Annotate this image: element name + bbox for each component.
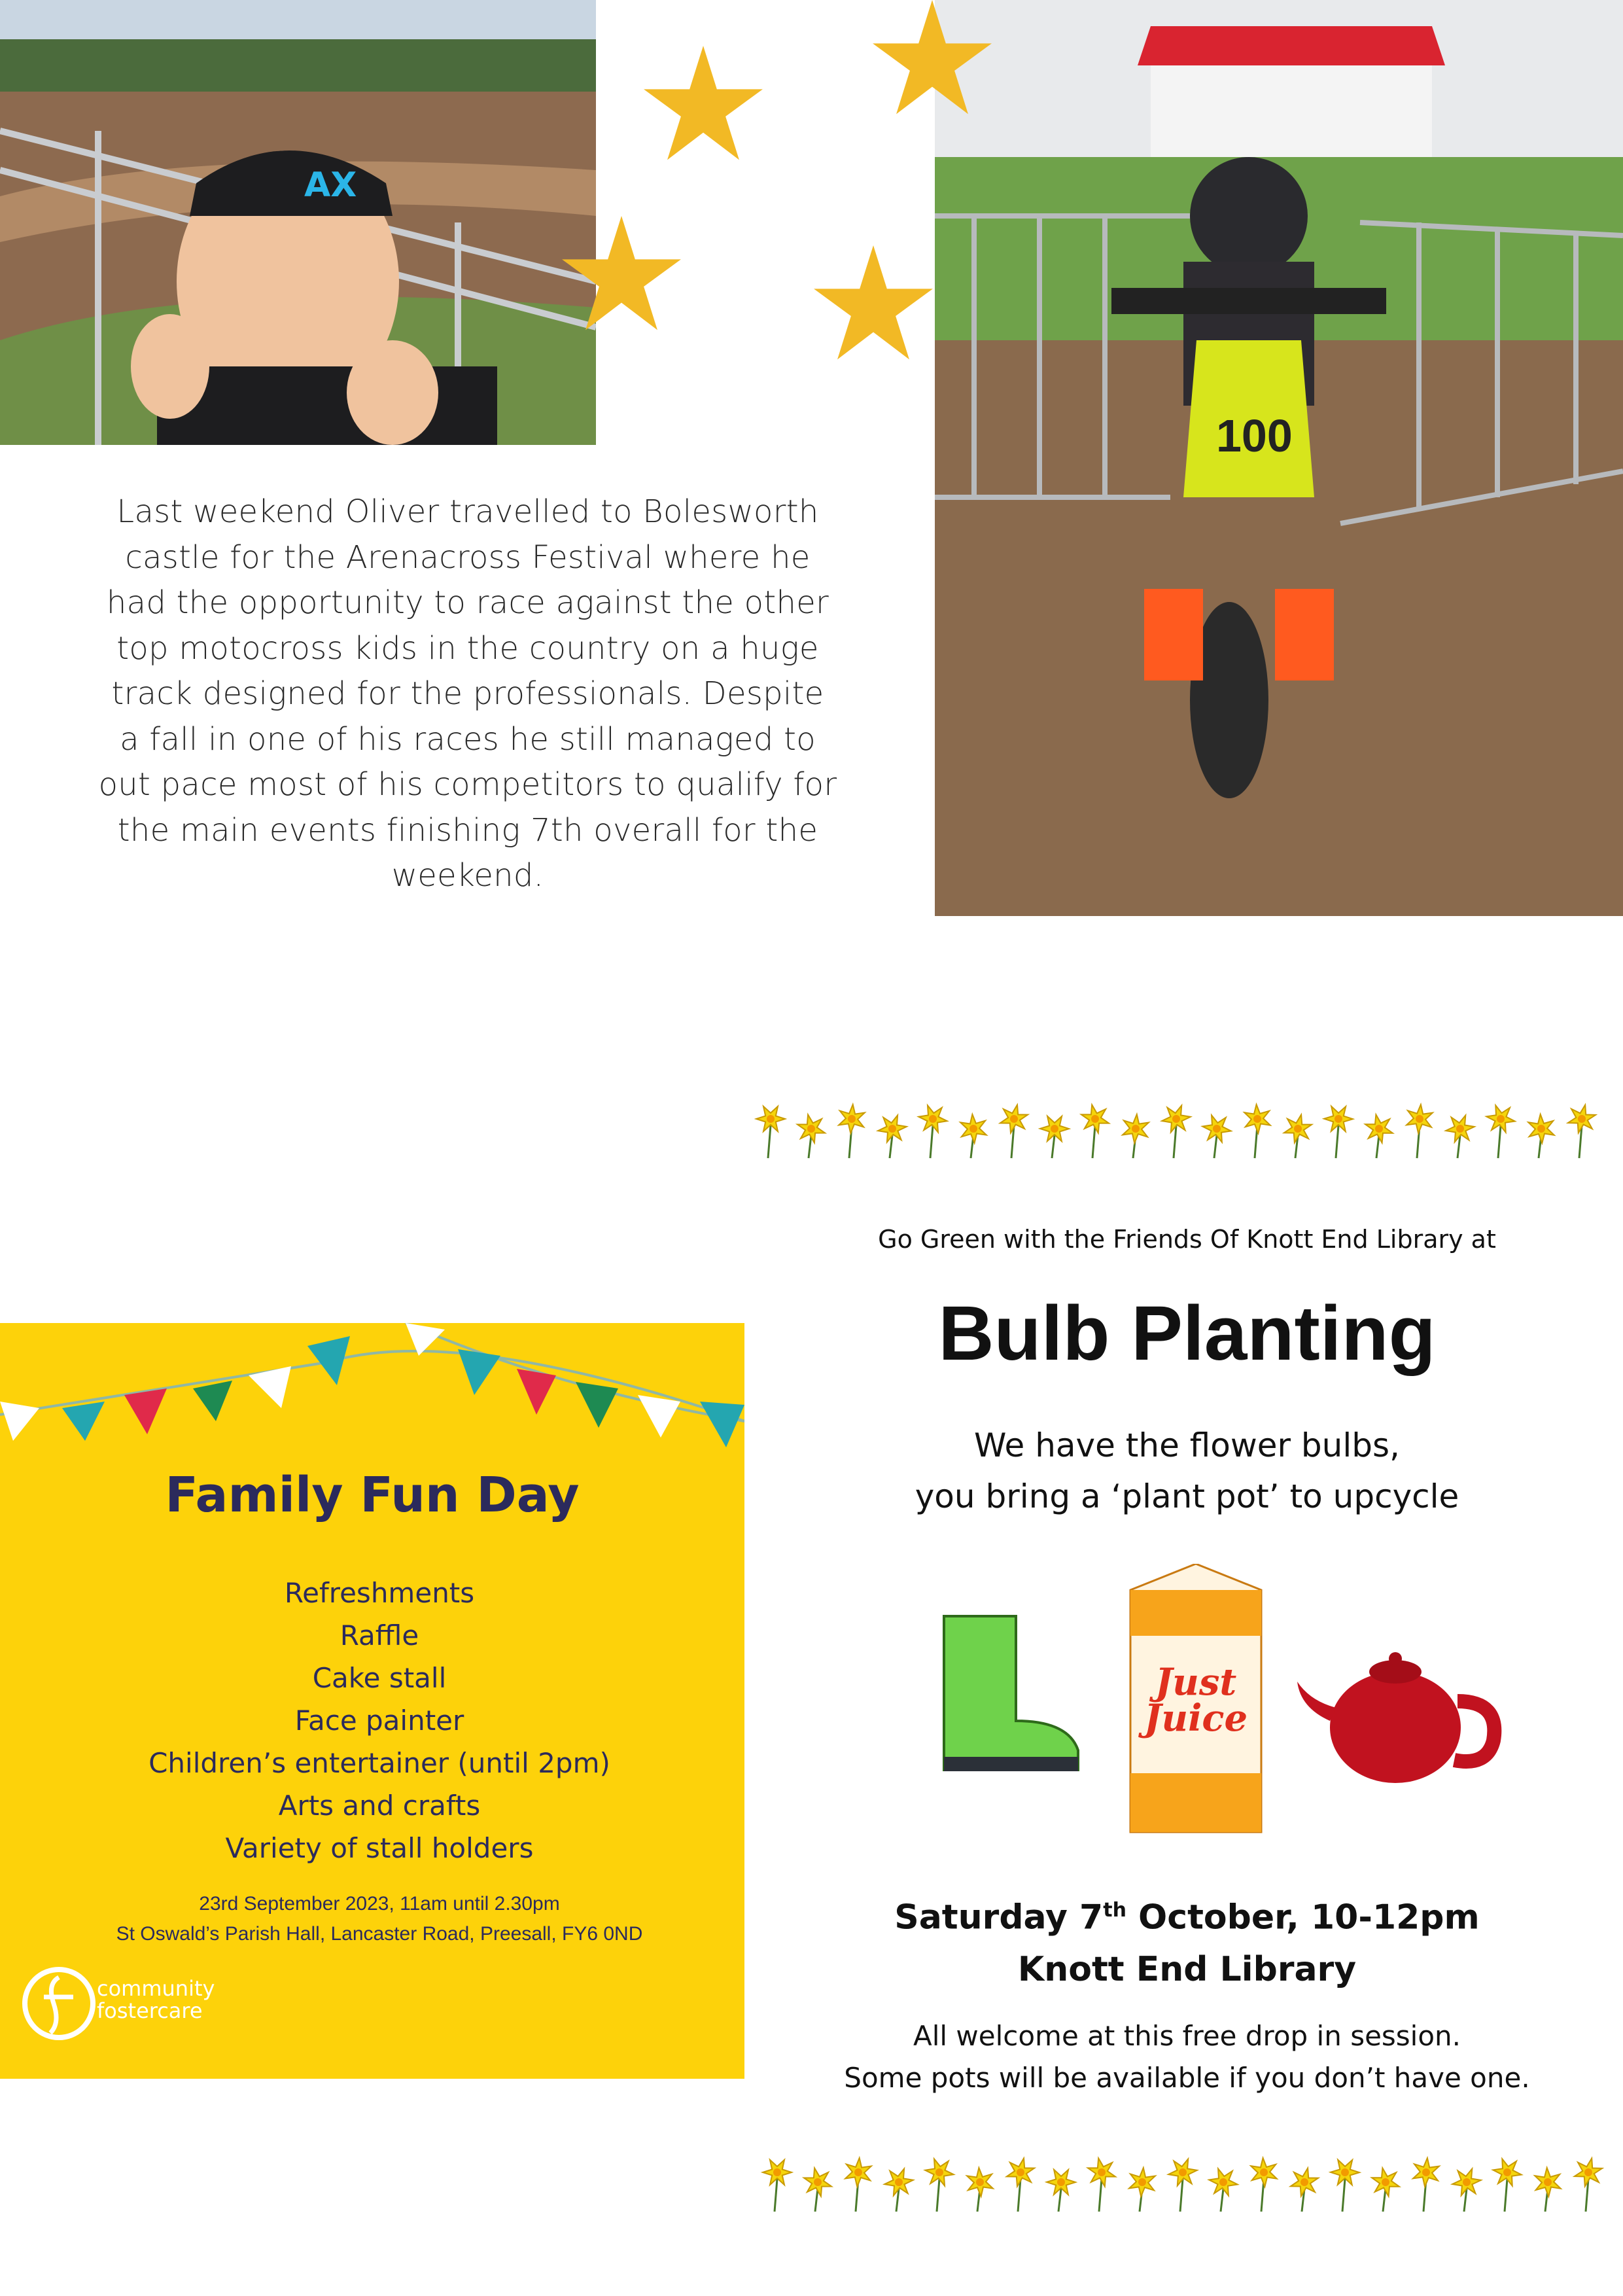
bulb-planting-poster: [751, 1073, 1623, 2238]
fun-day-items: [0, 1572, 744, 1869]
bulb-date-post: October, 10-12pm: [1126, 1898, 1480, 1937]
daffodil-center: [848, 1115, 856, 1123]
daffodil-stem: [1336, 1125, 1338, 1158]
daffodil-stem: [1052, 1135, 1055, 1158]
red-teapot-image: [1291, 1636, 1507, 1799]
daffodil-center: [1091, 1115, 1099, 1123]
daffodil-center: [1335, 1115, 1342, 1123]
daffodil-center: [1057, 2178, 1065, 2186]
daffodil-stem: [930, 1125, 933, 1158]
daffodil-stem: [1058, 2189, 1061, 2212]
fun-day-item: Face painter: [294, 1704, 464, 1737]
daffodil-center: [854, 2168, 862, 2176]
green-welly-boot-image: [918, 1610, 1088, 1780]
photo-kid-on-bike: [935, 0, 1623, 916]
daffodil-center: [767, 1115, 775, 1123]
fun-day-item: Refreshments: [284, 1577, 475, 1609]
daffodil-stem: [775, 2179, 777, 2212]
daffodil-stem: [1376, 1135, 1379, 1158]
bulb-note: [751, 2015, 1623, 2099]
bunting-decoration: [0, 1323, 744, 1467]
bulb-subtitle: [751, 1420, 1623, 1522]
bulb-date: [751, 1884, 1623, 1943]
daffodil-stem: [937, 2179, 939, 2212]
daffodil-center: [1253, 1115, 1261, 1123]
daffodil-center: [1341, 2168, 1349, 2176]
fun-day-item: Arts and crafts: [278, 1790, 481, 1822]
bulb-date-pre: Saturday 7: [894, 1898, 1104, 1937]
photo-kid-thumbs-up: [0, 0, 596, 445]
daffodil-center: [1017, 2168, 1024, 2176]
bulb-note-line2: Some pots will be available if you don’t have one.: [844, 2062, 1530, 2094]
fun-day-item: Raffle: [340, 1619, 419, 1651]
fun-day-item: Children’s entertainer (until 2pm): [148, 1747, 610, 1779]
daffodil-border-top: [751, 1093, 1623, 1165]
bulb-note-line1: All welcome at this free drop in session.: [913, 2020, 1461, 2052]
daffodil-center: [1179, 2168, 1187, 2176]
star-icon: [559, 216, 684, 334]
daffodil-stem: [1342, 2179, 1345, 2212]
fun-day-item: Variety of stall holders: [225, 1832, 534, 1864]
juice-label-1: Just: [1155, 1661, 1237, 1704]
daffodil-center: [1416, 1115, 1423, 1123]
bulb-subtitle-line1: We have the flower bulbs,: [974, 1426, 1400, 1464]
daffodil-center: [1219, 2178, 1227, 2186]
daffodil-center: [1051, 1125, 1058, 1133]
daffodil-center: [1138, 2178, 1146, 2186]
bulb-intro: Go Green with the Friends Of Knott End Library at: [878, 1225, 1496, 1254]
daffodil-center: [807, 1125, 815, 1133]
daffodil-center: [1010, 1115, 1018, 1123]
cap-logo: AX: [304, 166, 357, 205]
daffodil-center: [1172, 1115, 1180, 1123]
daffodil-center: [1132, 1125, 1140, 1133]
bulb-location: Knott End Library: [1017, 1950, 1357, 1990]
daffodil-center: [929, 1115, 937, 1123]
daffodil-center: [1584, 2168, 1592, 2176]
fun-day-item: Cake stall: [312, 1662, 447, 1694]
daffodil-center: [895, 2178, 903, 2186]
daffodil-center: [1578, 1115, 1586, 1123]
bulb-date-sup: th: [1103, 1899, 1126, 1922]
logo-line1: community: [97, 1976, 215, 2001]
daffodil-center: [814, 2178, 822, 2186]
daffodil-stem: [1092, 1125, 1095, 1158]
daffodil-center: [1544, 2178, 1552, 2186]
daffodil-center: [1375, 1125, 1383, 1133]
daffodil-stem: [1498, 1125, 1501, 1158]
daffodil-center: [969, 1125, 977, 1133]
daffodil-center: [1463, 2178, 1471, 2186]
daffodil-center: [1456, 1125, 1464, 1133]
daffodil-stem: [1505, 2179, 1507, 2212]
daffodil-center: [1503, 2168, 1511, 2176]
daffodil-center: [773, 2168, 781, 2176]
star-icon: [870, 0, 994, 118]
fun-day-details: [0, 1889, 744, 1949]
daffodil-stem: [768, 1125, 771, 1158]
daffodil-center: [1422, 2168, 1430, 2176]
juice-label-2: Juice: [1143, 1697, 1248, 1740]
daffodil-center: [1213, 1125, 1221, 1133]
daffodil-stem: [1099, 2179, 1102, 2212]
daffodil-center: [1300, 2178, 1308, 2186]
family-fun-day-poster: [0, 1323, 744, 2079]
daffodil-center: [1382, 2178, 1389, 2186]
daffodil-center: [1098, 2168, 1106, 2176]
daffodil-stem: [809, 1135, 811, 1158]
daffodil-border-bottom: [751, 2146, 1623, 2218]
bulb-when: [751, 1884, 1623, 1996]
juice-carton-image: [1124, 1564, 1268, 1839]
star-icon: [811, 245, 935, 363]
bike-number: 100: [1216, 410, 1293, 461]
daffodil-center: [1497, 1115, 1505, 1123]
article-text: Last weekend Oliver travelled to Bolesworth castle for the Arenacross Festival where he had the opportunity to race against the other top motocross kids in the country on a huge track designed for the professionals. Despite a fall in one of his races he still managed to out pace most of his competitors to qualify for the main events finishing 7th overall for the weekend.: [98, 493, 837, 894]
daffodil-center: [935, 2168, 943, 2176]
star-icon: [641, 46, 765, 164]
daffodil-center: [888, 1125, 896, 1133]
bulb-headline: Bulb Planting: [938, 1290, 1436, 1377]
daffodil-stem: [1214, 1135, 1217, 1158]
logo-text: [97, 1977, 215, 2022]
fun-day-venue: St Oswald’s Parish Hall, Lancaster Road, Preesall, FY6 0ND: [116, 1923, 643, 1945]
daffodil-stem: [1383, 2189, 1386, 2212]
fun-day-title: Family Fun Day: [165, 1467, 580, 1523]
daffodil-center: [1294, 1125, 1302, 1133]
daffodil-stem: [815, 2189, 818, 2212]
daffodil-center: [1537, 1125, 1545, 1133]
daffodil-stem: [1180, 2179, 1183, 2212]
daffodil-stem: [1221, 2189, 1223, 2212]
fun-day-date: 23rd September 2023, 11am until 2.30pm: [199, 1893, 560, 1915]
logo-line2: fostercare: [97, 1998, 203, 2023]
bulb-subtitle-line2: you bring a ‘plant pot’ to upcycle: [915, 1477, 1459, 1515]
daffodil-stem: [1174, 1125, 1176, 1158]
daffodil-center: [1260, 2168, 1268, 2176]
daffodil-center: [976, 2178, 984, 2186]
